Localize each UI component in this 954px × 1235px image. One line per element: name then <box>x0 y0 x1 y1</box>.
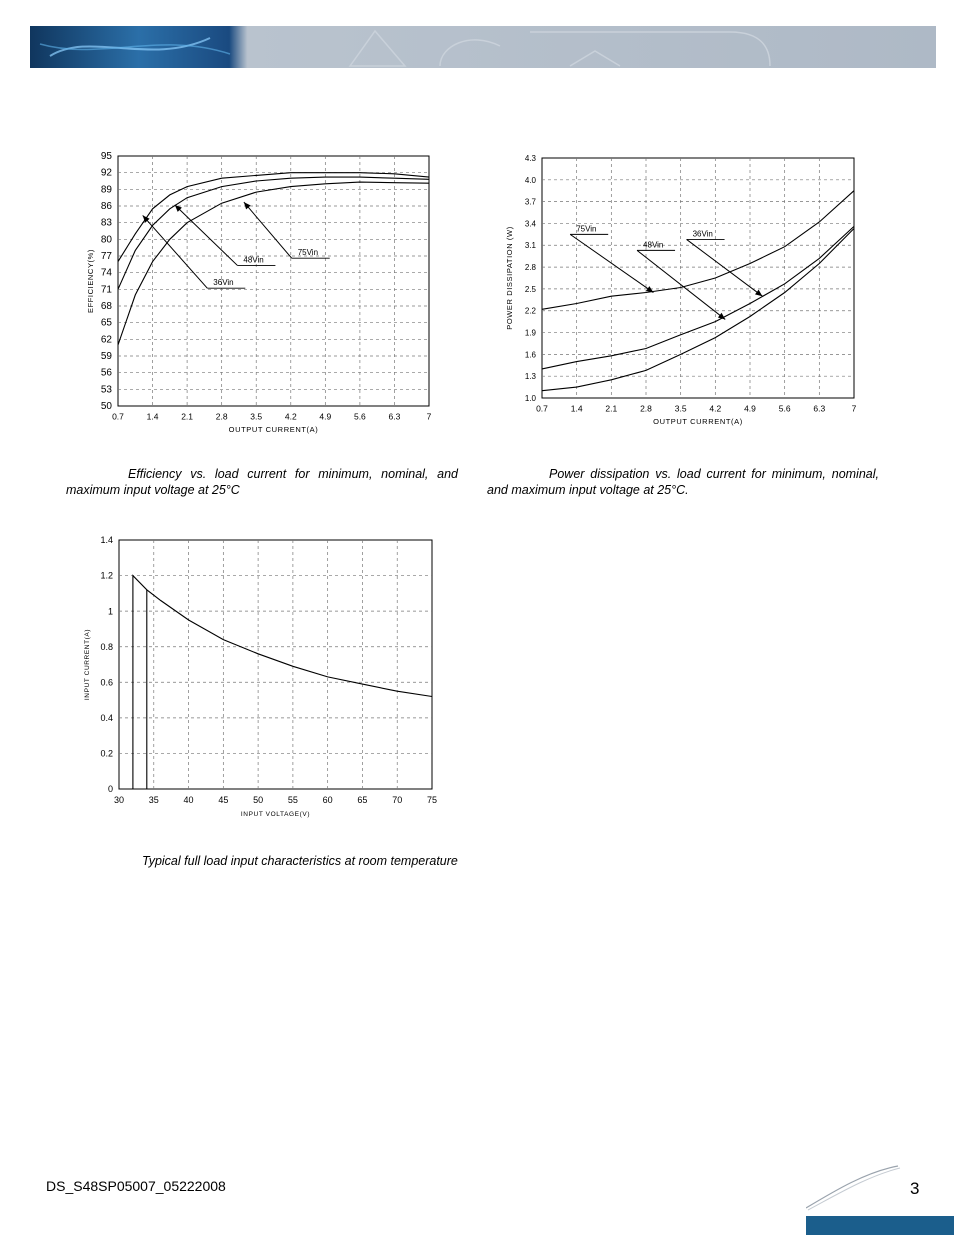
input-y-tick-label: 0 <box>107 784 113 795</box>
power-y-tick-label: 1.9 <box>524 328 536 338</box>
power-x-tick-label: 7 <box>851 403 857 414</box>
power-dissipation-chart-svg <box>503 148 873 438</box>
input-characteristics-caption: Typical full load input characteristics at room temperature <box>142 854 458 868</box>
efficiency-y-axis-label: EFFICIENCY(%) <box>86 248 95 314</box>
power-plot-area <box>542 158 854 398</box>
efficiency-y-tick-label: 59 <box>100 350 112 362</box>
efficiency-chart-svg <box>85 148 445 448</box>
input-y-tick-label: 1.4 <box>100 535 113 546</box>
power-y-tick-label: 4.0 <box>524 175 536 185</box>
power-series-label: 75Vin <box>576 224 597 234</box>
power-dissipation-caption: Power dissipation vs. load current for minimum, nominal, and maximum input voltage at 25°C. <box>487 467 879 497</box>
power-dissipation-chart <box>503 148 873 438</box>
efficiency-x-tick-label: 1.4 <box>146 411 159 422</box>
document-code: DS_S48SP05007_05222008 <box>46 1178 226 1194</box>
power-x-tick-label: 6.3 <box>813 403 826 414</box>
input-y-tick-label: 0.4 <box>100 713 113 724</box>
efficiency-x-tick-label: 3.5 <box>250 411 263 422</box>
input-y-tick-label: 1 <box>107 606 113 617</box>
power-y-tick-label: 3.1 <box>524 241 536 251</box>
efficiency-x-tick-label: 6.3 <box>388 411 401 422</box>
efficiency-y-tick-label: 56 <box>100 367 112 379</box>
efficiency-x-axis-label: OUTPUT CURRENT(A) <box>228 425 319 434</box>
efficiency-x-tick-label: 2.8 <box>215 411 228 422</box>
power-y-tick-label: 2.2 <box>524 306 536 316</box>
power-y-tick-label: 4.3 <box>524 153 536 163</box>
efficiency-y-tick-label: 77 <box>100 250 112 262</box>
efficiency-x-tick-label: 4.2 <box>284 411 297 422</box>
input-x-tick-label: 40 <box>183 795 194 805</box>
input-y-axis-label: INPUT CURRENT(A) <box>84 628 91 701</box>
efficiency-y-tick-label: 83 <box>100 217 112 229</box>
input-x-tick-label: 30 <box>113 795 125 805</box>
power-x-tick-label: 0.7 <box>536 403 548 414</box>
power-y-tick-label: 1.3 <box>524 372 536 382</box>
input-x-tick-label: 75 <box>426 795 438 805</box>
input-characteristics-chart <box>80 530 450 830</box>
input-x-tick-label: 60 <box>322 795 333 805</box>
efficiency-y-tick-label: 65 <box>100 317 112 329</box>
power-x-tick-label: 3.5 <box>674 403 687 414</box>
power-y-tick-label: 3.4 <box>524 219 536 229</box>
input-y-tick-label: 1.2 <box>100 570 113 581</box>
power-x-tick-label: 2.8 <box>640 403 652 414</box>
power-x-tick-label: 4.9 <box>744 403 756 414</box>
power-y-tick-label: 2.5 <box>524 284 536 294</box>
power-y-tick-label: 2.8 <box>524 263 536 273</box>
efficiency-x-tick-label: 2.1 <box>181 411 194 422</box>
power-y-tick-label: 1.6 <box>524 350 536 360</box>
power-y-tick-label: 1.0 <box>524 393 536 403</box>
efficiency-y-tick-label: 86 <box>100 200 112 212</box>
power-x-tick-label: 4.2 <box>709 403 722 414</box>
efficiency-series-label: 75Vin <box>297 248 319 258</box>
efficiency-x-tick-label: 4.9 <box>319 411 332 422</box>
input-x-axis-label: INPUT VOLTAGE(V) <box>240 811 311 818</box>
power-y-tick-label: 3.7 <box>524 197 536 207</box>
input-y-tick-label: 0.6 <box>100 677 113 688</box>
header-banner <box>30 26 936 68</box>
power-x-tick-label: 1.4 <box>570 403 583 414</box>
efficiency-x-tick-label: 5.6 <box>353 411 366 422</box>
efficiency-y-tick-label: 74 <box>100 267 112 279</box>
efficiency-y-tick-label: 68 <box>100 300 112 312</box>
efficiency-y-tick-label: 71 <box>100 284 112 296</box>
efficiency-y-tick-label: 50 <box>100 400 112 412</box>
input-x-tick-label: 50 <box>253 795 264 805</box>
efficiency-plot-area <box>118 156 429 406</box>
page-number: 3 <box>910 1179 920 1198</box>
power-x-tick-label: 2.1 <box>605 403 618 414</box>
input-x-tick-label: 55 <box>287 795 298 805</box>
input-x-tick-label: 45 <box>218 795 229 805</box>
efficiency-y-tick-label: 80 <box>100 234 112 246</box>
efficiency-y-tick-label: 62 <box>100 334 112 346</box>
efficiency-x-tick-label: 7 <box>426 411 432 422</box>
efficiency-y-tick-label: 89 <box>100 184 112 196</box>
input-y-tick-label: 0.8 <box>100 641 113 652</box>
efficiency-y-tick-label: 53 <box>100 384 112 396</box>
efficiency-y-tick-label: 92 <box>100 167 112 179</box>
footer-corner-graphic <box>806 1160 954 1235</box>
efficiency-series-label: 36Vin <box>213 278 234 288</box>
power-x-axis-label: OUTPUT CURRENT(A) <box>653 417 743 426</box>
input-x-tick-label: 70 <box>392 795 403 805</box>
input-plot-area <box>119 540 432 789</box>
power-x-tick-label: 5.6 <box>778 403 791 414</box>
power-series-label: 48Vin <box>643 240 664 250</box>
input-x-tick-label: 35 <box>148 795 159 805</box>
efficiency-series-label: 48Vin <box>243 255 264 265</box>
power-y-axis-label: POWER DISSIPATION (W) <box>505 226 514 330</box>
footer-corner-bar <box>806 1216 954 1235</box>
input-characteristics-chart-svg <box>80 530 450 830</box>
efficiency-chart <box>85 148 445 448</box>
efficiency-y-tick-label: 95 <box>100 150 112 162</box>
efficiency-caption: Efficiency vs. load current for minimum, nominal, and maximum input voltage at 25°C <box>66 467 458 497</box>
input-x-tick-label: 65 <box>357 795 368 805</box>
efficiency-x-tick-label: 0.7 <box>112 411 124 422</box>
input-y-tick-label: 0.2 <box>100 748 113 759</box>
power-series-label: 36Vin <box>692 229 713 239</box>
